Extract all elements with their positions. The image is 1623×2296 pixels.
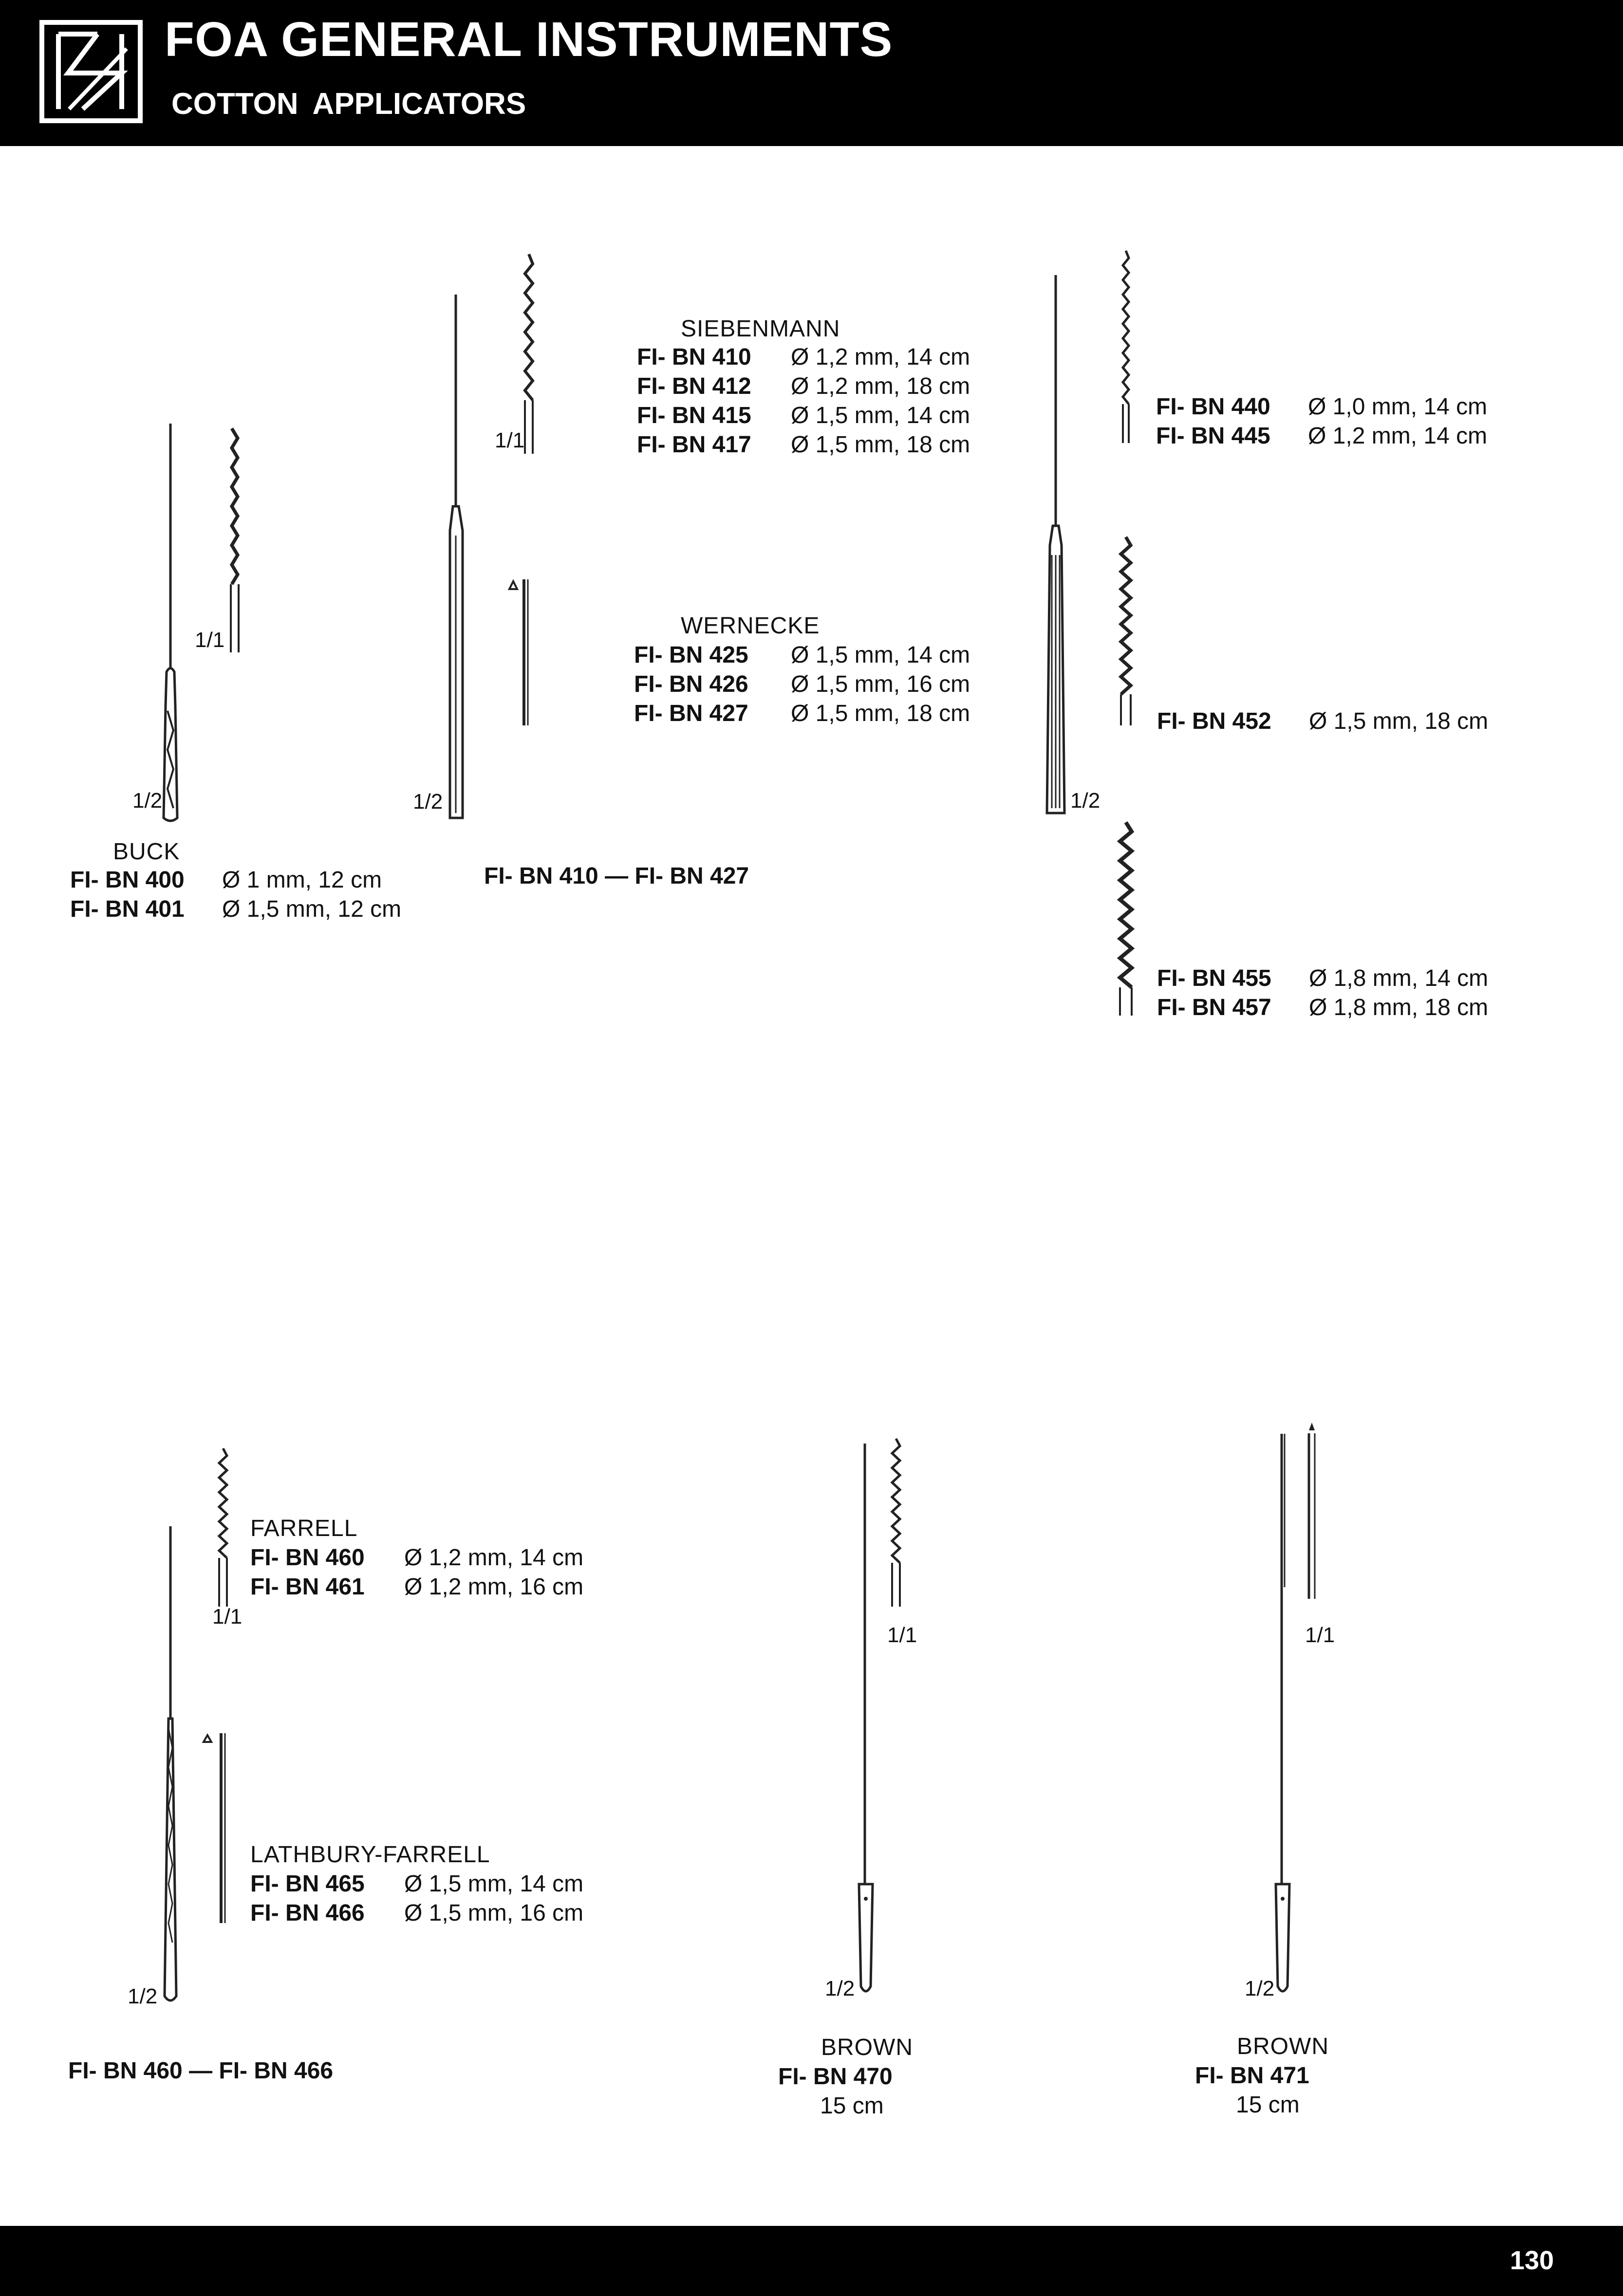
product-name-brown: BROWN: [821, 2035, 913, 2060]
spec-list-440: [1156, 392, 1487, 451]
item-spec: Ø 1,2 mm, 14 cm: [404, 1545, 584, 1571]
item-code: FI- BN 466: [250, 1900, 365, 1926]
scale-mark-full: 1/1: [495, 428, 525, 452]
scale-mark-full: 1/1: [195, 628, 225, 652]
scale-mark-half: 1/2: [1070, 789, 1101, 813]
item-code: FI- BN 461: [250, 1574, 365, 1600]
product-name-buck: BUCK: [113, 839, 180, 865]
scale-mark-full: 1/1: [1305, 1623, 1335, 1647]
spec-row: [250, 1899, 583, 1928]
item-code: FI- BN 400: [70, 867, 185, 893]
item-spec: Ø 1,5 mm, 18 cm: [1309, 708, 1489, 734]
spec-list-455: [1157, 964, 1488, 1022]
item-spec: Ø 1,5 mm, 18 cm: [791, 701, 970, 726]
item-code-471: FI- BN 471: [1195, 2063, 1309, 2089]
farrell-spec-list: [250, 1543, 583, 1602]
spec-row: [1156, 392, 1487, 422]
item-code: FI- BN 412: [637, 373, 751, 399]
spec-row: [637, 372, 970, 401]
item-code: FI- BN 465: [250, 1871, 365, 1897]
scale-mark-half: 1/2: [132, 789, 163, 813]
spec-row: [250, 1573, 583, 1602]
item-spec: Ø 1,5 mm, 18 cm: [791, 432, 970, 458]
range-label-460-466: FI- BN 460 — FI- BN 466: [68, 2058, 334, 2084]
spec-row: [634, 699, 970, 728]
buck-spec-list: [70, 866, 401, 924]
page-header: [0, 0, 1623, 146]
farrell-tip-detail: [214, 1446, 232, 1611]
wernecke-tip-detail: [506, 574, 531, 730]
spec-row: [250, 1543, 583, 1573]
item-spec: Ø 1,5 mm, 14 cm: [791, 642, 970, 668]
spec-row: [634, 641, 970, 670]
tip-detail-452: [1117, 535, 1135, 729]
item-length-470: 15 cm: [820, 2093, 884, 2119]
lathbury-tip-detail: [200, 1728, 229, 1928]
siebenmann-tip-detail: [519, 249, 539, 459]
range-label-410-427: FI- BN 410 — FI- BN 427: [484, 863, 749, 889]
item-code: FI- BN 445: [1156, 423, 1270, 449]
brown-470-tip-detail: [888, 1436, 904, 1611]
item-spec: Ø 1,8 mm, 18 cm: [1309, 995, 1489, 1020]
item-length-471: 15 cm: [1236, 2092, 1300, 2118]
siebenmann-spec-list: [637, 343, 970, 460]
item-spec: Ø 1,2 mm, 16 cm: [404, 1574, 584, 1600]
applicator-440-457-drawing: [1040, 273, 1071, 818]
item-spec: Ø 1,8 mm, 14 cm: [1309, 965, 1489, 991]
item-code: FI- BN 417: [637, 432, 751, 458]
buck-applicator-drawing: [156, 419, 185, 823]
section-title: COTTON APPLICATORS: [171, 87, 526, 121]
scale-mark-half: 1/2: [825, 1977, 855, 2000]
wernecke-spec-list: [634, 641, 970, 728]
spec-row: [1156, 422, 1487, 451]
tip-detail-455: [1116, 820, 1136, 1019]
item-code: FI- BN 415: [637, 403, 751, 428]
item-spec: Ø 1,5 mm, 12 cm: [222, 896, 402, 922]
spec-list-452: [1157, 707, 1488, 736]
item-spec: Ø 1,5 mm, 16 cm: [404, 1900, 584, 1926]
spec-row: [70, 895, 401, 924]
product-name-farrell: FARRELL: [250, 1516, 358, 1541]
product-name-lathbury-farrell: LATHBURY-FARRELL: [250, 1842, 490, 1868]
brown-470-applicator-drawing: [851, 1441, 880, 2006]
tip-detail-440: [1117, 248, 1135, 448]
buck-tip-detail: [225, 424, 244, 657]
item-code: FI- BN 410: [637, 344, 751, 370]
scale-mark-half: 1/2: [1245, 1977, 1275, 2000]
spec-row: [1157, 964, 1488, 993]
item-spec: Ø 1,5 mm, 14 cm: [404, 1871, 584, 1897]
item-spec: Ø 1,0 mm, 14 cm: [1308, 394, 1488, 420]
item-code: FI- BN 425: [634, 642, 748, 668]
spec-row: [634, 670, 970, 699]
catalog-title: FOA GENERAL INSTRUMENTS: [165, 12, 893, 67]
item-spec: Ø 1,2 mm, 14 cm: [1308, 423, 1488, 449]
brown-471-applicator-drawing: [1267, 1431, 1298, 2006]
spec-row: [637, 343, 970, 372]
brown-471-tip-detail: [1303, 1419, 1321, 1604]
product-name-siebenmann: SIEBENMANN: [681, 316, 840, 342]
item-code: FI- BN 455: [1157, 965, 1271, 991]
product-name-brown: BROWN: [1237, 2034, 1329, 2059]
product-name-wernecke: WERNECKE: [681, 613, 820, 639]
spec-row: [1157, 993, 1488, 1022]
spec-row: [70, 866, 401, 895]
farrell-applicator-drawing: [157, 1524, 184, 2006]
page-number: 130: [1510, 2246, 1554, 2275]
spec-row: [637, 401, 970, 430]
item-spec: Ø 1,5 mm, 16 cm: [791, 671, 970, 697]
item-code: FI- BN 457: [1157, 995, 1271, 1020]
item-code: FI- BN 452: [1157, 708, 1271, 734]
item-code: FI- BN 460: [250, 1545, 365, 1571]
item-code-470: FI- BN 470: [778, 2064, 893, 2090]
item-spec: Ø 1,2 mm, 18 cm: [791, 373, 970, 399]
lathbury-spec-list: [250, 1870, 583, 1928]
page-footer: [0, 2226, 1623, 2296]
item-code: FI- BN 440: [1156, 394, 1270, 420]
scale-mark-full: 1/1: [212, 1605, 243, 1629]
spec-row: [637, 430, 970, 460]
item-spec: Ø 1,2 mm, 14 cm: [791, 344, 970, 370]
item-code: FI- BN 426: [634, 671, 748, 697]
foa-logo: [39, 19, 143, 124]
item-code: FI- BN 427: [634, 701, 748, 726]
item-spec: Ø 1 mm, 12 cm: [222, 867, 382, 893]
item-spec: Ø 1,5 mm, 14 cm: [791, 403, 970, 428]
scale-mark-full: 1/1: [887, 1623, 917, 1647]
item-code: FI- BN 401: [70, 896, 185, 922]
scale-mark-half: 1/2: [413, 790, 443, 814]
siebenmann-applicator-drawing: [441, 292, 470, 823]
spec-row: [250, 1870, 583, 1899]
spec-row: [1157, 707, 1488, 736]
scale-mark-half: 1/2: [128, 1984, 158, 2008]
